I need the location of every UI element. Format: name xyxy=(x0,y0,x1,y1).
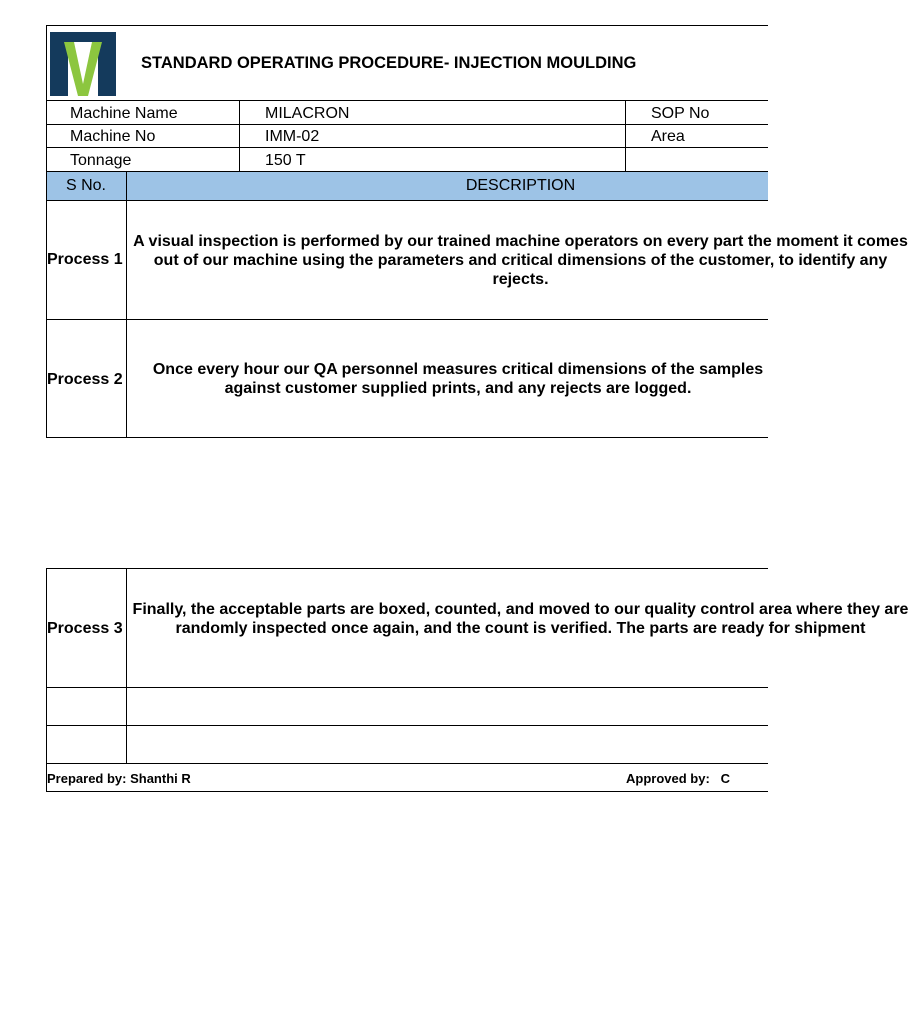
grid-line xyxy=(46,200,768,201)
grid-line xyxy=(46,437,768,438)
column-header-sno: S No. xyxy=(65,177,106,194)
column-header-description: DESCRIPTION xyxy=(465,177,576,194)
grid-line xyxy=(239,100,240,171)
grid-line xyxy=(126,568,127,764)
sop-no-label: SOP No xyxy=(651,105,710,122)
grid-line xyxy=(126,171,127,438)
grid-line xyxy=(46,791,768,792)
machine-no-value: IMM-02 xyxy=(265,128,320,145)
grid-line xyxy=(46,763,768,764)
grid-line xyxy=(46,147,768,148)
grid-line xyxy=(46,319,768,320)
grid-line xyxy=(625,100,626,171)
grid-line xyxy=(46,124,768,125)
company-logo xyxy=(50,32,116,96)
grid-line xyxy=(46,100,768,101)
process-2-label: Process 2 xyxy=(47,371,123,388)
process-2-description: Once every hour our QA personnel measures critical dimensions of the samples against customer supplied prints, and any rejects are logged. xyxy=(152,361,764,397)
approved-by: Approved by: C xyxy=(626,771,731,786)
process-1-description: A visual inspection is performed by our trained machine operators on every part the moment it comes out of our machine using the parameters and critical dimensions of the customer, to identify any rejects. xyxy=(133,233,908,288)
grid-line xyxy=(46,568,47,792)
document-title: STANDARD OPERATING PROCEDURE- INJECTION MOULDING xyxy=(141,54,637,72)
tonnage-label: Tonnage xyxy=(70,152,132,169)
area-label: Area xyxy=(651,128,685,145)
grid-line xyxy=(46,687,768,688)
prepared-by: Prepared by: Shanthi R xyxy=(47,771,191,786)
logo-mark xyxy=(50,32,116,96)
grid-line xyxy=(46,568,768,569)
machine-name-label: Machine Name xyxy=(70,105,178,122)
machine-no-label: Machine No xyxy=(70,128,156,145)
machine-name-value: MILACRON xyxy=(265,105,350,122)
tonnage-value: 150 T xyxy=(265,152,306,169)
grid-line xyxy=(46,725,768,726)
frame-top-line xyxy=(46,25,768,26)
process-1-label: Process 1 xyxy=(47,251,123,268)
process-3-label: Process 3 xyxy=(47,620,123,637)
process-3-description: Finally, the acceptable parts are boxed, counted, and moved to our quality control area where they are randomly inspected once again, and the count is verified. The parts are ready for shipment xyxy=(132,601,909,637)
